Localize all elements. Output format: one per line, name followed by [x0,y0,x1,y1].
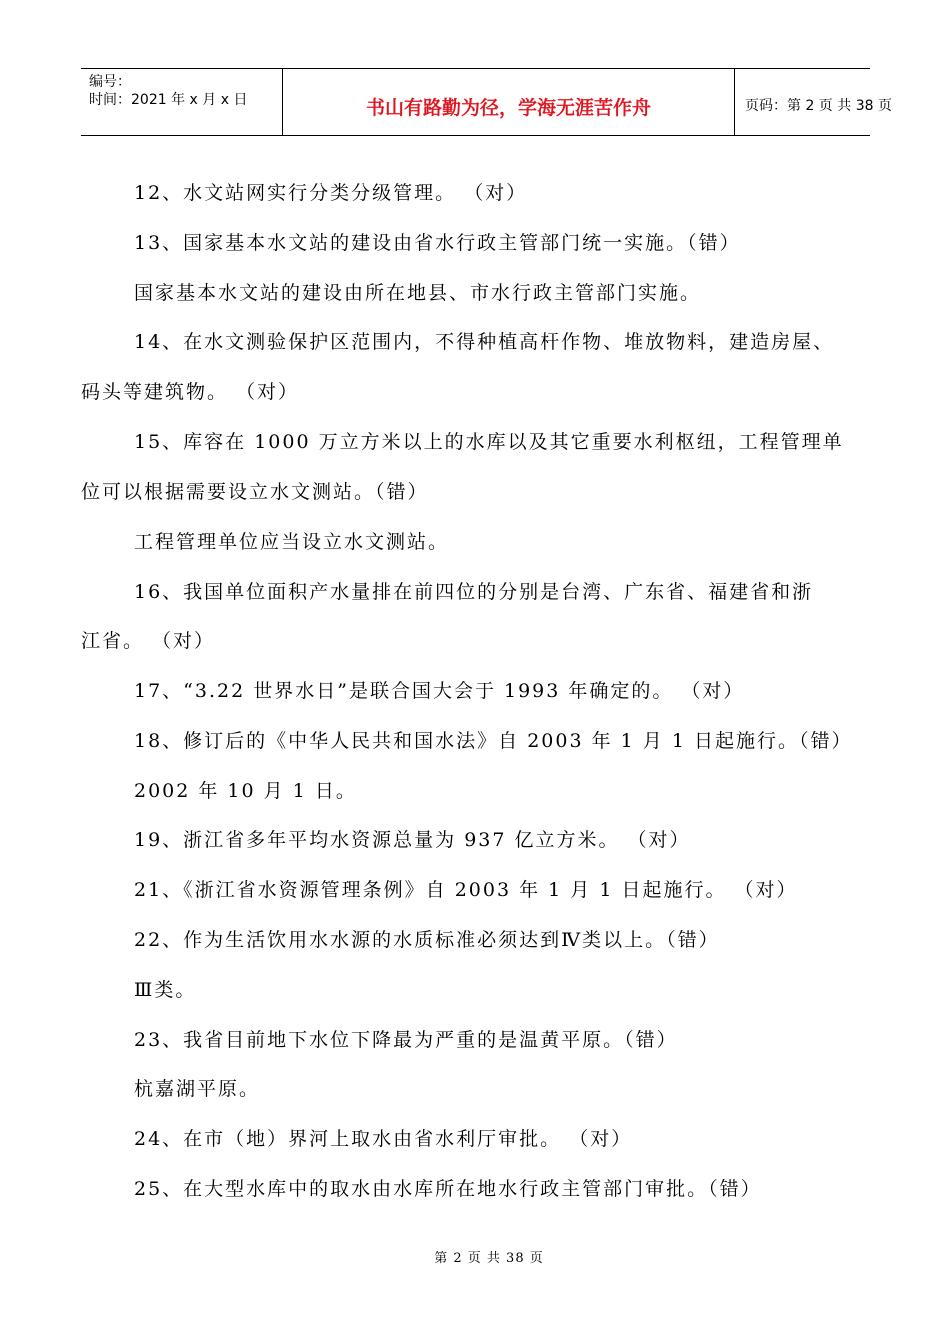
document-number-label: 编号： [89,74,131,90]
body-line-q25: 25、在大型水库中的取水由水库所在地水行政主管部门审批。（错） [134,1178,762,1200]
body-line-q14-cont: 码头等建筑物。 （对） [81,381,300,403]
header-page-info: 页码：第 2 页 共 38 页 [745,98,892,114]
body-line-q15-answer: 工程管理单位应当设立水文测站。 [134,531,450,553]
body-line-q18: 18、修订后的《中华人民共和国水法》自 2003 年 1 月 1 日起施行。（错） [134,730,853,752]
header-meta-cell [81,69,282,135]
body-line-q23-answer: 杭嘉湖平原。 [134,1078,261,1100]
body-line-q16-cont: 江省。 （对） [81,630,216,652]
body-line-q13: 13、国家基本水文站的建设由省水行政主管部门统一实施。（错） [134,232,741,254]
body-line-q14: 14、在水文测验保护区范围内，不得种植高杆作物、堆放物料，建造房屋、 [134,331,835,353]
body-line-q12: 12、水文站网实行分类分级管理。 （对） [134,182,528,204]
header-motto: 书山有路勤为径，学海无涯苦作舟 [365,96,651,119]
body-line-q16: 16、我国单位面积产水量排在前四位的分别是台湾、广东省、福建省和浙 [134,581,814,603]
document-time-label: 时间：2021 年 x 月 x 日 [89,92,248,108]
body-line-q21: 21、《浙江省水资源管理条例》自 2003 年 1 月 1 日起施行。 （对） [134,879,798,901]
body-line-q18-answer: 2002 年 10 月 1 日。 [134,780,357,802]
page-header [81,68,892,136]
header-page-cell [735,69,892,135]
body-line-q23: 23、我省目前地下水位下降最为严重的是温黄平原。（错） [134,1029,678,1051]
body-line-q17: 17、“3.22 世界水日”是联合国大会于 1993 年确定的。 （对） [134,680,745,702]
body-line-q22: 22、作为生活饮用水水源的水质标准必须达到Ⅳ类以上。（错） [134,929,720,951]
body-line-q13-answer: 国家基本水文站的建设由所在地县、市水行政主管部门实施。 [134,282,702,304]
body-line-q24: 24、在市（地）界河上取水由省水利厅审批。 （对） [134,1128,633,1150]
header-motto-cell [282,69,735,135]
body-line-q19: 19、浙江省多年平均水资源总量为 937 亿立方米。 （对） [134,829,691,851]
page-footer: 第 2 页 共 38 页 [434,1251,544,1266]
body-line-q15-cont: 位可以根据需要设立水文测站。（错） [81,481,429,503]
body-line-q15: 15、库容在 1000 万立方米以上的水库以及其它重要水利枢纽，工程管理单 [134,431,844,453]
body-line-q22-answer: Ⅲ类。 [134,979,197,1001]
